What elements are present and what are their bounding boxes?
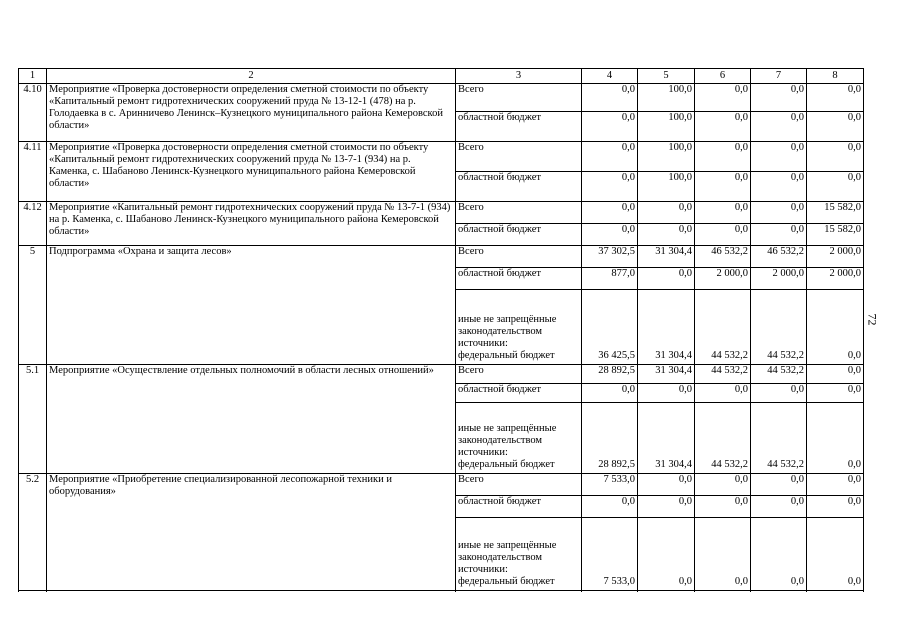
value-cell: 2 000,0 bbox=[807, 268, 864, 290]
row-index: 4.11 bbox=[19, 142, 47, 202]
funding-source: областной бюджет bbox=[456, 496, 582, 518]
row-index: 4.10 bbox=[19, 84, 47, 142]
funding-source: Всего bbox=[456, 474, 582, 496]
budget-table bbox=[18, 68, 864, 591]
value-cell: 100,0 bbox=[638, 112, 695, 142]
header-cell: 5 bbox=[638, 69, 695, 84]
funding-source: Всего bbox=[456, 365, 582, 384]
table-row bbox=[19, 142, 864, 172]
value-cell: 0,0 bbox=[807, 365, 864, 384]
value-cell: 0,0 bbox=[695, 496, 751, 518]
value-cell: 44 532,2 bbox=[695, 290, 751, 365]
value-cell: 0,0 bbox=[695, 202, 751, 224]
value-cell: 877,0 bbox=[582, 268, 638, 290]
row-index: 5.2 bbox=[19, 474, 47, 591]
value-cell: 0,0 bbox=[638, 474, 695, 496]
funding-source: областной бюджет bbox=[456, 172, 582, 202]
funding-source-federal: федеральный бюджет bbox=[458, 576, 555, 587]
value-cell: 28 892,5 bbox=[582, 403, 638, 474]
value-cell: 2 000,0 bbox=[807, 246, 864, 268]
value-cell: 46 532,2 bbox=[695, 246, 751, 268]
value-cell: 44 532,2 bbox=[695, 365, 751, 384]
value-cell: 100,0 bbox=[638, 172, 695, 202]
funding-source: областной бюджет bbox=[456, 224, 582, 246]
value-cell: 44 532,2 bbox=[695, 403, 751, 474]
funding-source bbox=[456, 518, 582, 591]
funding-source: Всего bbox=[456, 246, 582, 268]
value-cell: 2 000,0 bbox=[695, 268, 751, 290]
value-cell: 31 304,4 bbox=[638, 290, 695, 365]
header-cell: 2 bbox=[47, 69, 456, 84]
header-cell: 4 bbox=[582, 69, 638, 84]
value-cell: 0,0 bbox=[695, 384, 751, 403]
value-cell: 0,0 bbox=[751, 518, 807, 591]
value-cell: 0,0 bbox=[807, 474, 864, 496]
value-cell: 0,0 bbox=[638, 384, 695, 403]
value-cell: 46 532,2 bbox=[751, 246, 807, 268]
value-cell: 44 532,2 bbox=[751, 365, 807, 384]
value-cell: 0,0 bbox=[807, 142, 864, 172]
value-cell: 0,0 bbox=[638, 518, 695, 591]
value-cell: 0,0 bbox=[807, 496, 864, 518]
funding-source: областной бюджет bbox=[456, 384, 582, 403]
value-cell: 7 533,0 bbox=[582, 474, 638, 496]
value-cell: 0,0 bbox=[695, 224, 751, 246]
table-row bbox=[19, 246, 864, 268]
funding-source: Всего bbox=[456, 202, 582, 224]
page-number: 72 bbox=[865, 313, 880, 326]
value-cell: 36 425,5 bbox=[582, 290, 638, 365]
value-cell: 0,0 bbox=[807, 518, 864, 591]
value-cell: 0,0 bbox=[638, 224, 695, 246]
row-index: 5.1 bbox=[19, 365, 47, 474]
value-cell: 0,0 bbox=[695, 518, 751, 591]
value-cell: 0,0 bbox=[638, 496, 695, 518]
value-cell: 44 532,2 bbox=[751, 290, 807, 365]
funding-source-group: иные не запрещённые законодательством источники: bbox=[458, 423, 557, 458]
value-cell: 0,0 bbox=[695, 84, 751, 112]
funding-source: Всего bbox=[456, 142, 582, 172]
value-cell: 0,0 bbox=[582, 224, 638, 246]
header-cell: 1 bbox=[19, 69, 47, 84]
value-cell: 28 892,5 bbox=[582, 365, 638, 384]
header-cell: 6 bbox=[695, 69, 751, 84]
header-cell: 8 bbox=[807, 69, 864, 84]
funding-source-federal: федеральный бюджет bbox=[458, 459, 555, 470]
measure-name: Подпрограмма «Охрана и защита лесов» bbox=[47, 246, 456, 365]
value-cell: 31 304,4 bbox=[638, 365, 695, 384]
row-index: 4.12 bbox=[19, 202, 47, 246]
value-cell: 15 582,0 bbox=[807, 202, 864, 224]
value-cell: 37 302,5 bbox=[582, 246, 638, 268]
value-cell: 0,0 bbox=[638, 268, 695, 290]
value-cell: 0,0 bbox=[751, 384, 807, 403]
value-cell: 0,0 bbox=[582, 142, 638, 172]
funding-source: областной бюджет bbox=[456, 268, 582, 290]
funding-source bbox=[456, 290, 582, 365]
value-cell: 0,0 bbox=[807, 403, 864, 474]
value-cell: 0,0 bbox=[582, 384, 638, 403]
value-cell: 0,0 bbox=[582, 172, 638, 202]
funding-source bbox=[456, 403, 582, 474]
value-cell: 0,0 bbox=[582, 202, 638, 224]
measure-name: Мероприятие «Проверка достоверности определения сметной стоимости по объекту «Капитальный ремонт гидротехнических сооружений пруда № 13-7-1 (934) на р. Каменка, с. Шабаново Ленинск-Кузнецкого муниципального района Кемеровской области» bbox=[47, 142, 456, 202]
funding-source-group: иные не запрещённые законодательством источники: bbox=[458, 314, 557, 349]
table-row bbox=[19, 202, 864, 224]
value-cell: 0,0 bbox=[751, 112, 807, 142]
value-cell: 0,0 bbox=[751, 84, 807, 112]
value-cell: 0,0 bbox=[582, 84, 638, 112]
value-cell: 0,0 bbox=[807, 84, 864, 112]
value-cell: 0,0 bbox=[751, 496, 807, 518]
value-cell: 0,0 bbox=[751, 474, 807, 496]
value-cell: 0,0 bbox=[751, 224, 807, 246]
value-cell: 0,0 bbox=[751, 202, 807, 224]
column-number-header bbox=[19, 69, 864, 84]
funding-source-group: иные не запрещённые законодательством источники: bbox=[458, 540, 557, 575]
header-cell: 7 bbox=[751, 69, 807, 84]
funding-source: Всего bbox=[456, 84, 582, 112]
measure-name: Мероприятие «Капитальный ремонт гидротехнических сооружений пруда № 13-7-1 (934) на р. Каменка, с. Шабаново Ленинск-Кузнецкого муниципального района Кемеровской области» bbox=[47, 202, 456, 246]
value-cell: 0,0 bbox=[695, 172, 751, 202]
value-cell: 2 000,0 bbox=[751, 268, 807, 290]
value-cell: 0,0 bbox=[751, 172, 807, 202]
value-cell: 44 532,2 bbox=[751, 403, 807, 474]
value-cell: 7 533,0 bbox=[582, 518, 638, 591]
value-cell: 0,0 bbox=[695, 112, 751, 142]
measure-name: Мероприятие «Осуществление отдельных полномочий в области лесных отношений» bbox=[47, 365, 456, 474]
table-row bbox=[19, 365, 864, 384]
value-cell: 0,0 bbox=[807, 172, 864, 202]
value-cell: 0,0 bbox=[751, 142, 807, 172]
value-cell: 0,0 bbox=[695, 474, 751, 496]
value-cell: 0,0 bbox=[638, 202, 695, 224]
row-index: 5 bbox=[19, 246, 47, 365]
value-cell: 100,0 bbox=[638, 84, 695, 112]
table-row bbox=[19, 474, 864, 496]
measure-name: Мероприятие «Приобретение специализированной лесопожарной техники и оборудования» bbox=[47, 474, 456, 591]
value-cell: 100,0 bbox=[638, 142, 695, 172]
funding-source: областной бюджет bbox=[456, 112, 582, 142]
value-cell: 0,0 bbox=[807, 112, 864, 142]
measure-name: Мероприятие «Проверка достоверности определения сметной стоимости по объекту «Капитальный ремонт гидротехнических сооружений пруда № 13-12-1 (478) на р. Голодаевка в с. Аринничево Ленинск–Кузнецкого муниципального района Кемеровской области» bbox=[47, 84, 456, 142]
header-cell: 3 bbox=[456, 69, 582, 84]
value-cell: 31 304,4 bbox=[638, 403, 695, 474]
value-cell: 0,0 bbox=[695, 142, 751, 172]
value-cell: 0,0 bbox=[807, 290, 864, 365]
value-cell: 0,0 bbox=[582, 112, 638, 142]
value-cell: 0,0 bbox=[582, 496, 638, 518]
value-cell: 15 582,0 bbox=[807, 224, 864, 246]
value-cell: 0,0 bbox=[807, 384, 864, 403]
value-cell: 31 304,4 bbox=[638, 246, 695, 268]
funding-source-federal: федеральный бюджет bbox=[458, 350, 555, 361]
table-row bbox=[19, 84, 864, 112]
